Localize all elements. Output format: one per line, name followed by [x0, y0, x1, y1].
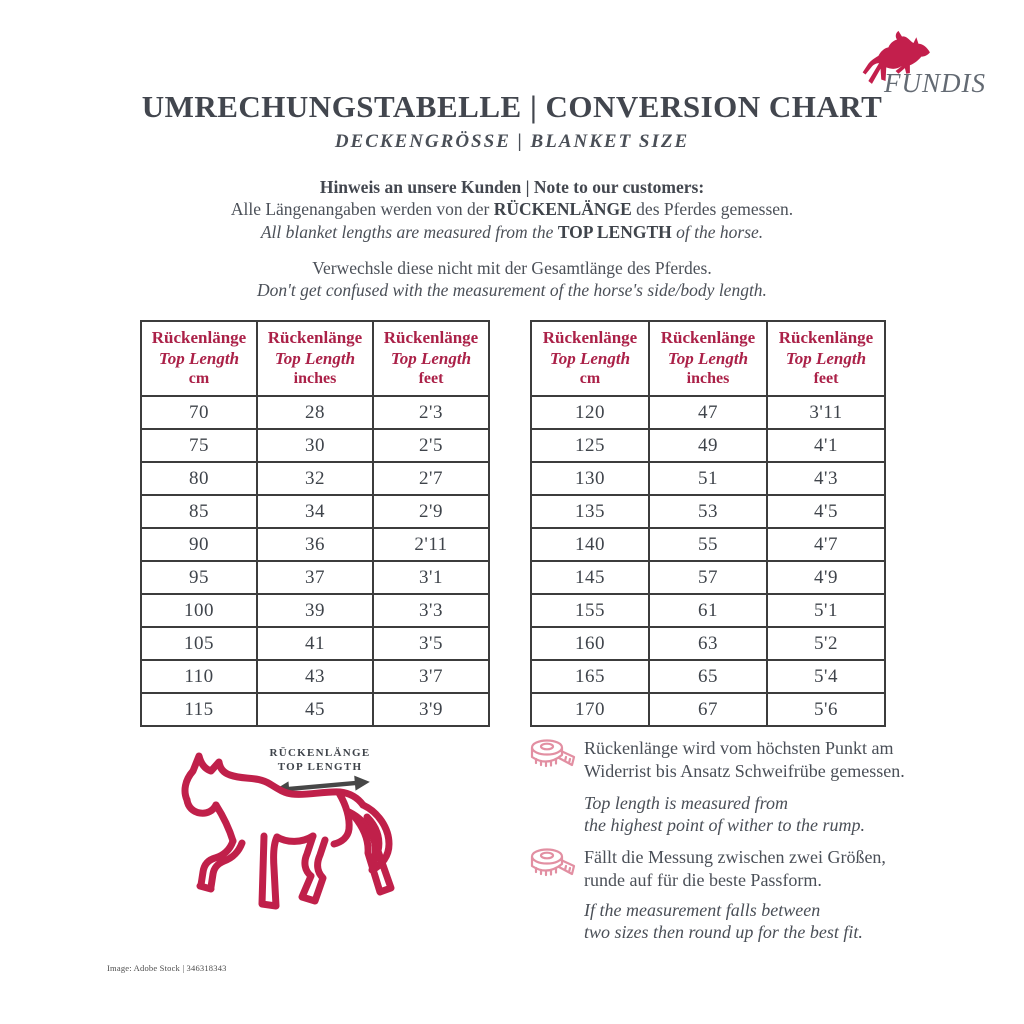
table-cell: 4'3: [767, 462, 885, 495]
table-header-row: [531, 321, 885, 396]
table-cell: 140: [531, 528, 649, 561]
table-cell: 61: [649, 594, 767, 627]
table-row: [531, 660, 885, 693]
table-row: [531, 462, 885, 495]
table-cell: 5'4: [767, 660, 885, 693]
tape-measure-icon: [527, 736, 579, 778]
column-header-cm: Rückenlänge Top Length cm: [141, 321, 257, 396]
table-row: [531, 561, 885, 594]
instruction-1-en: Top length is measured from the highest point of wither to the rump.: [584, 793, 865, 835]
conversion-table-right: [530, 320, 886, 727]
table-cell: 5'2: [767, 627, 885, 660]
table-cell: 4'7: [767, 528, 885, 561]
table-cell: 165: [531, 660, 649, 693]
table-row: [141, 627, 489, 660]
table-cell: 70: [141, 396, 257, 429]
page-subtitle: DECKENGRÖSSE | BLANKET SIZE: [334, 131, 690, 152]
table-row: [141, 462, 489, 495]
table-cell: 85: [141, 495, 257, 528]
table-cell: 3'3: [373, 594, 489, 627]
table-cell: 30: [257, 429, 373, 462]
note-heading: Hinweis an unsere Kunden | Note to our customers:: [319, 177, 705, 197]
tape-measure-icon: [527, 845, 579, 887]
table-row: [531, 396, 885, 429]
table-row: [141, 495, 489, 528]
table-cell: 100: [141, 594, 257, 627]
table-cell: 5'6: [767, 693, 885, 726]
trotting-horse-icon: [172, 744, 482, 964]
table-cell: 75: [141, 429, 257, 462]
table-cell: 115: [141, 693, 257, 726]
table-cell: 3'7: [373, 660, 489, 693]
caution-note: [0, 257, 1024, 302]
customer-note: [0, 176, 1024, 243]
table-row: [141, 561, 489, 594]
table-cell: 2'9: [373, 495, 489, 528]
table-cell: 5'1: [767, 594, 885, 627]
table-cell: 2'5: [373, 429, 489, 462]
table-cell: 41: [257, 627, 373, 660]
table-row: [531, 495, 885, 528]
caution-line-de: Verwechsle diese nicht mit der Gesamtlänge des Pferdes.: [312, 258, 712, 278]
table-cell: 170: [531, 693, 649, 726]
table-cell: 2'3: [373, 396, 489, 429]
table-cell: 125: [531, 429, 649, 462]
table-cell: 155: [531, 594, 649, 627]
conversion-table-left: [140, 320, 490, 727]
table-row: [531, 627, 885, 660]
table-cell: 53: [649, 495, 767, 528]
instruction-1-de: Rückenlänge wird vom höchsten Punkt am Widerrist bis Ansatz Schweifrübe gemessen.: [584, 738, 905, 781]
top-length-label: RÜCKENLÄNGE TOP LENGTH: [269, 747, 371, 773]
note-line-de: Alle Längenangaben werden von der RÜCKENLÄNGE des Pferdes gemessen.: [230, 199, 794, 220]
table-cell: 3'1: [373, 561, 489, 594]
table-cell: 57: [649, 561, 767, 594]
table-cell: 110: [141, 660, 257, 693]
table-cell: 51: [649, 462, 767, 495]
table-cell: 3'9: [373, 693, 489, 726]
table-row: [531, 594, 885, 627]
table-cell: 67: [649, 693, 767, 726]
table-cell: 120: [531, 396, 649, 429]
column-header-feet: Rückenlänge Top Length feet: [373, 321, 489, 396]
column-header-inches: Rückenlänge Top Length inches: [649, 321, 767, 396]
instruction-2-de: Fällt die Messung zwischen zwei Größen, runde auf für die beste Passform.: [584, 847, 886, 890]
table-cell: 145: [531, 561, 649, 594]
table-cell: 39: [257, 594, 373, 627]
table-row: [141, 396, 489, 429]
table-cell: 28: [257, 396, 373, 429]
image-credit: Image: Adobe Stock | 346318343: [107, 963, 227, 973]
table-cell: 45: [257, 693, 373, 726]
brand-name: FUNDIS: [884, 68, 986, 98]
table-row: [141, 429, 489, 462]
page-title: UMRECHUNGSTABELLE | CONVERSION CHART: [141, 89, 883, 124]
table-cell: 34: [257, 495, 373, 528]
caution-line-en: Don't get confused with the measurement of the horse's side/body length.: [257, 280, 767, 301]
table-cell: 90: [141, 528, 257, 561]
table-cell: 65: [649, 660, 767, 693]
note-line-en: All blanket lengths are measured from the TOP LENGTH of the horse.: [260, 221, 764, 242]
table-cell: 4'1: [767, 429, 885, 462]
table-cell: 130: [531, 462, 649, 495]
table-cell: 3'5: [373, 627, 489, 660]
instruction-2-en: If the measurement falls between two sizes then round up for the best fit.: [584, 900, 863, 942]
table-cell: 55: [649, 528, 767, 561]
table-cell: 2'11: [373, 528, 489, 561]
table-body-left: [141, 396, 489, 726]
table-cell: 160: [531, 627, 649, 660]
table-row: [141, 693, 489, 726]
table-cell: 4'5: [767, 495, 885, 528]
table-row: [141, 594, 489, 627]
column-header-inches: Rückenlänge Top Length inches: [257, 321, 373, 396]
table-row: [531, 693, 885, 726]
table-cell: 47: [649, 396, 767, 429]
table-cell: 2'7: [373, 462, 489, 495]
table-cell: 37: [257, 561, 373, 594]
table-cell: 43: [257, 660, 373, 693]
table-cell: 36: [257, 528, 373, 561]
table-cell: 80: [141, 462, 257, 495]
table-cell: 4'9: [767, 561, 885, 594]
column-header-cm: Rückenlänge Top Length cm: [531, 321, 649, 396]
table-row: [141, 528, 489, 561]
table-cell: 63: [649, 627, 767, 660]
table-header-row: [141, 321, 489, 396]
table-row: [531, 429, 885, 462]
horse-outline-illustration: [172, 744, 482, 964]
column-header-feet: Rückenlänge Top Length feet: [767, 321, 885, 396]
table-cell: 49: [649, 429, 767, 462]
table-row: [141, 660, 489, 693]
table-cell: 105: [141, 627, 257, 660]
table-cell: 95: [141, 561, 257, 594]
table-row: [531, 528, 885, 561]
table-body-right: [531, 396, 885, 726]
table-cell: 32: [257, 462, 373, 495]
table-cell: 3'11: [767, 396, 885, 429]
table-cell: 135: [531, 495, 649, 528]
